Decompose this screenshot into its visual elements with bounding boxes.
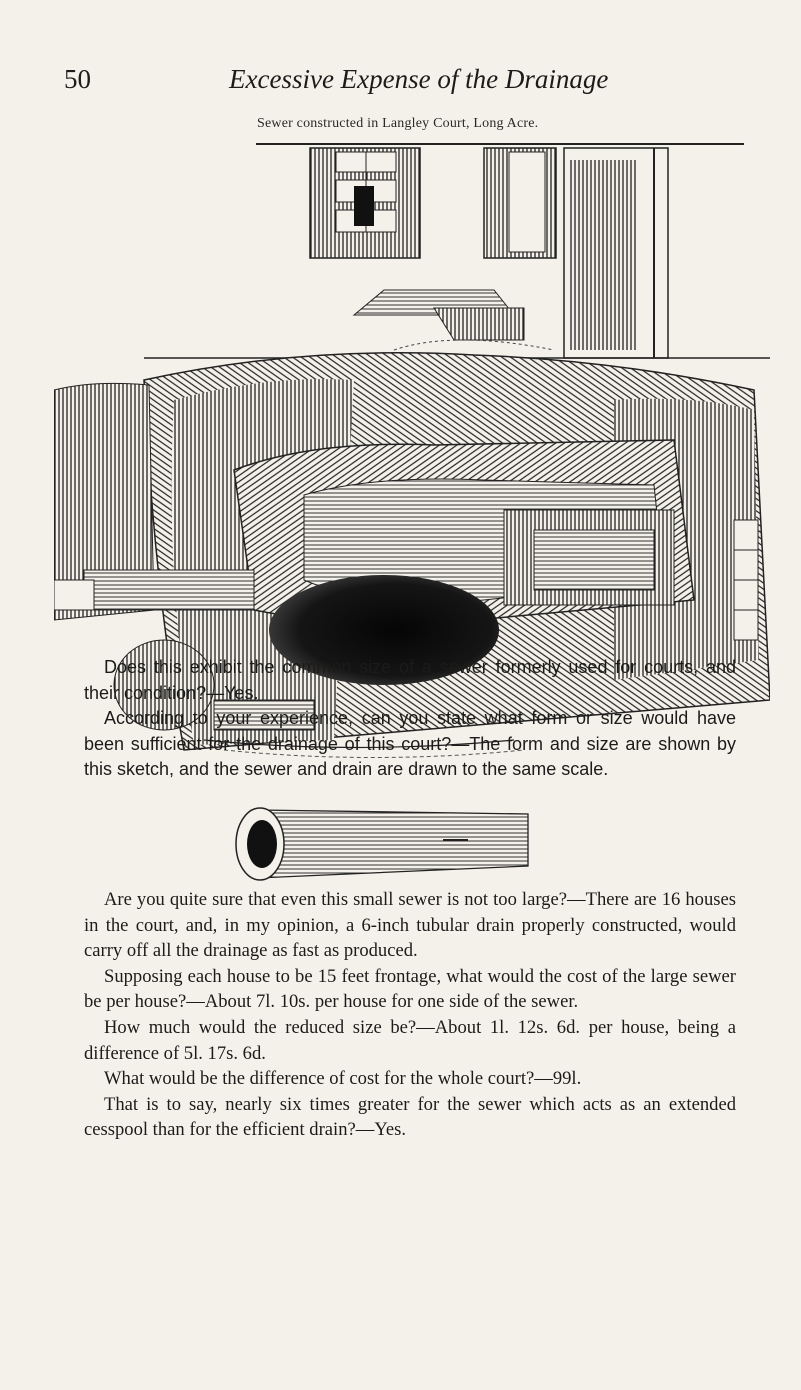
paragraph: What would be the difference of cost for the whole court?—99l.: [104, 1068, 582, 1090]
figure-caption: Sewer constructed in Langley Court, Long Acre.: [257, 116, 539, 131]
page-number: 50: [64, 64, 91, 94]
text-block-bottom: [84, 887, 736, 1143]
paragraph: How much would the reduced size be?—About 1l. 12s. 6d. per house, being a difference of 5l. 17s. 6d.: [84, 1016, 736, 1064]
building-left: [310, 148, 420, 258]
paragraph: That is to say, nearly six times greater for the sewer which acts as an extended cesspool than for the efficient drain?—Yes.: [84, 1093, 736, 1141]
paragraph: Supposing each house to be 15 feet frontage, what would the cost of the large sewer be per house?—About 7l. 10s. per house for one side of the sewer.: [84, 965, 736, 1013]
building-right: [564, 148, 668, 358]
running-title: Excessive Expense of the Drainage: [229, 64, 609, 94]
paragraph: Does this exhibit the common size of a sewer formerly used for courts, and their condition?—Yes.: [84, 657, 736, 703]
small-drain-illustration: [228, 800, 538, 886]
court-steps: [354, 290, 554, 350]
paragraph: According to your experience, can you state what form or size would have been sufficient for the drainage of this court?—The form and size are shown by this sketch, and the sewer and drain are drawn to the same scale.: [84, 708, 736, 780]
paragraph: Are you quite sure that even this small sewer is not too large?—There are 16 houses in the court, and, in my opinion, a 6-inch tubular drain properly constructed, would carry off all the drainage as fast as produced.: [84, 889, 736, 962]
building-middle: [484, 148, 556, 258]
text-block-top: [84, 655, 736, 783]
right-wall: [734, 520, 758, 640]
